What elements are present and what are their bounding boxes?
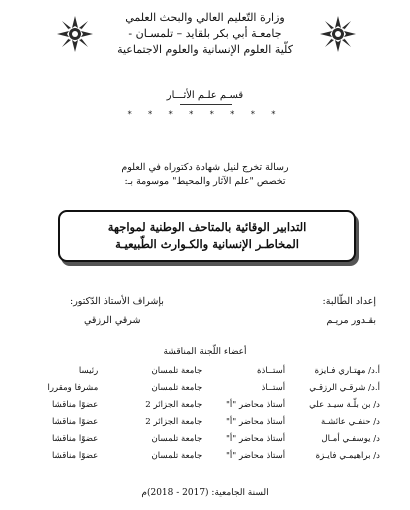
- member-rank: أستاذ محاضر "أ": [225, 433, 286, 444]
- student-name: بقـدور مريـم: [326, 315, 376, 326]
- table-row: [12, 396, 380, 413]
- member-university: جامعة تلمسان: [151, 450, 203, 461]
- member-university: جامعة الجزائر 2: [145, 399, 203, 410]
- thesis-specialty: تخصص "علم الآثار والمحيط" موسومة بـ:: [124, 176, 286, 187]
- thesis-title-box: [58, 210, 356, 262]
- institution-header: [0, 10, 410, 58]
- member-role: مشرفا ومقررا: [47, 382, 99, 393]
- member-name: د/ بن بلّـة سيـد علي: [309, 399, 380, 410]
- member-rank: أستــاذ: [261, 382, 286, 393]
- member-university: جامعة الجزائر 2: [145, 416, 203, 427]
- member-rank: أستاذ محاضر "أ": [225, 399, 286, 410]
- committee-title: أعضاء اللّجنة المناقشة: [163, 347, 247, 357]
- faculty-name: كلّية العلوم الإنسانية والعلوم الاجتماعية: [117, 43, 293, 56]
- supervisor-label: بإشراف الأستاذ الدّكتور:: [70, 296, 164, 307]
- table-row: [12, 430, 380, 447]
- member-role: عضوًا مناقشا: [51, 416, 99, 427]
- member-university: جامعة تلمسان: [151, 433, 203, 444]
- department-name: قسـم علـم الأثـــار: [166, 90, 244, 101]
- committee-members-table: [12, 362, 380, 464]
- academic-year: السنة الجامعية: (2017 - 2018)م: [141, 488, 269, 498]
- member-name: د/ براهيمـي فايـزة: [315, 450, 380, 461]
- member-role: عضوًا مناقشا: [51, 399, 99, 410]
- member-name: أ.د/ مهتـاري فـايزة: [314, 365, 380, 376]
- ministry-name: وزارة التّعليم العالي والبحث العلمي: [125, 11, 285, 24]
- member-rank: أستــاذة: [257, 365, 286, 376]
- department-underline: [180, 104, 232, 105]
- member-role: عضوًا مناقشا: [51, 433, 99, 444]
- member-university: جامعة تلمسان: [151, 365, 203, 376]
- table-row: [12, 447, 380, 464]
- member-rank: أستاذ محاضر "أ": [225, 450, 286, 461]
- table-row: [12, 362, 380, 379]
- member-role: عضوًا مناقشا: [51, 450, 99, 461]
- member-role: رئيسا: [78, 365, 99, 376]
- thesis-title-line-2: المخاطـر الإنسانية والكـوارث الطّبيعيـة: [115, 237, 299, 251]
- member-rank: أستاذ محاضر "أ": [225, 416, 286, 427]
- member-name: د/ يوسفـي أمـال: [321, 433, 380, 444]
- thesis-degree: رسالة تخرج لنيل شهادة دكتوراه في العلوم: [121, 162, 289, 173]
- thesis-description: [0, 161, 410, 189]
- university-name: جامعـة أبي بكر بلقايد – تلمسـان -: [128, 27, 282, 40]
- table-row: [12, 413, 380, 430]
- prepared-by-label: إعداد الطّالبة:: [322, 296, 376, 307]
- decorative-stars: * * * * * * * *: [127, 110, 283, 119]
- supervisor-name: شرقي الرزقي: [84, 315, 141, 326]
- member-university: جامعة تلمسان: [151, 382, 203, 393]
- thesis-title-line-1: التدابير الوقائية بالمتاحف الوطنية لمواجهة: [107, 220, 307, 234]
- member-name: د/ حنفـي عائشـة: [320, 416, 380, 427]
- member-name: أ.د/ شرقـي الرزقـي: [309, 382, 380, 393]
- table-row: [12, 379, 380, 396]
